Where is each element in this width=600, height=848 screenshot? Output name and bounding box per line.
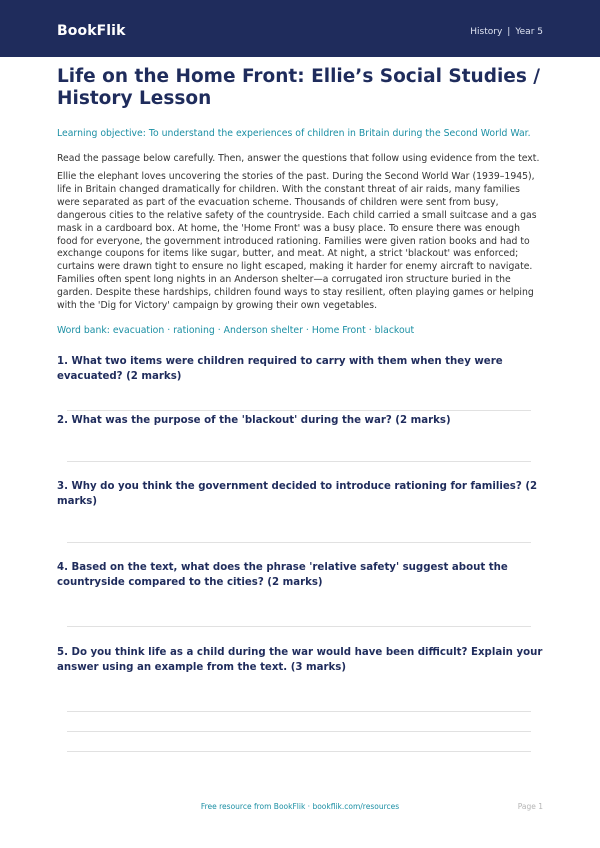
- question-3-text: 3. Why do you think the government decided to introduce rationing for families? (2 marks): [57, 480, 538, 507]
- header-separator: |: [507, 27, 511, 37]
- question-4-text: 4. Based on the text, what does the phrase 'relative safety' suggest about the countryside compared to the cities? (2 marks): [57, 561, 508, 588]
- page-number: Page 1: [517, 802, 543, 811]
- brand-logo[interactable]: BookFlik: [57, 23, 126, 39]
- question-1-text: 1. What two items were children required to carry with them when they were evacuated? (2 marks): [57, 355, 503, 382]
- question-2: [57, 413, 543, 462]
- year-label: Year 5: [515, 27, 543, 37]
- question-3: [57, 479, 543, 543]
- question-1: [57, 354, 543, 411]
- answer-line[interactable]: [67, 731, 531, 732]
- header-meta: [470, 27, 543, 37]
- instructions: Read the passage below carefully. Then, answer the questions that follow using evidence from the text.: [57, 153, 540, 164]
- answer-line[interactable]: [67, 410, 531, 411]
- word-bank: Word bank: evacuation · rationing · Anderson shelter · Home Front · blackout: [57, 324, 415, 336]
- answer-line[interactable]: [67, 711, 531, 712]
- question-2-text: 2. What was the purpose of the 'blackout' during the war? (2 marks): [57, 414, 451, 426]
- question-5-text: 5. Do you think life as a child during the war would have been difficult? Explain your answer using an example from the text. (3 marks): [57, 646, 543, 673]
- subject-label: History: [470, 27, 503, 37]
- worksheet-content: [57, 66, 543, 752]
- question-5: [57, 645, 543, 752]
- footer-text[interactable]: Free resource from BookFlik · bookflik.com/resources: [200, 802, 400, 811]
- answer-line[interactable]: [67, 751, 531, 752]
- learning-objective: Learning objective: To understand the experiences of children in Britain during the Second World War.: [57, 128, 531, 139]
- answer-line[interactable]: [67, 461, 531, 462]
- header-bar: [0, 0, 600, 57]
- reading-passage: Ellie the elephant loves uncovering the stories of the past. During the Second World War (1939–1945), life in Britain changed dramatically for children. With the constant threat of air raids, many families were separated as part of the evacuation scheme. Thousands of children were sent from busy, dangerous cities to the relative safety of the countryside. Each child carried a small suitcase and a gas mask in a cardboard box. At home, the 'Home Front' was a busy place. To ensure there was enough food for everyone, the government introduced rationing. Families were given ration books and had to exchange coupons for items like sugar, butter, and meat. At night, a strict 'blackout' was enforced; curtains were drawn tight to ensure no light escaped, making it harder for enemy aircraft to navigate. Families often spent long nights in an Anderson shelter—a corrugated iron structure buried in the garden. Despite these hardships, children found ways to stay resilient, often playing games or helping with the 'Dig for Victory' campaign by growing their own vegetables.: [57, 171, 537, 312]
- page-title: Life on the Home Front: Ellie’s Social Studies / History Lesson: [57, 66, 541, 109]
- answer-line[interactable]: [67, 626, 531, 627]
- answer-line[interactable]: [67, 542, 531, 543]
- question-4: [57, 560, 543, 627]
